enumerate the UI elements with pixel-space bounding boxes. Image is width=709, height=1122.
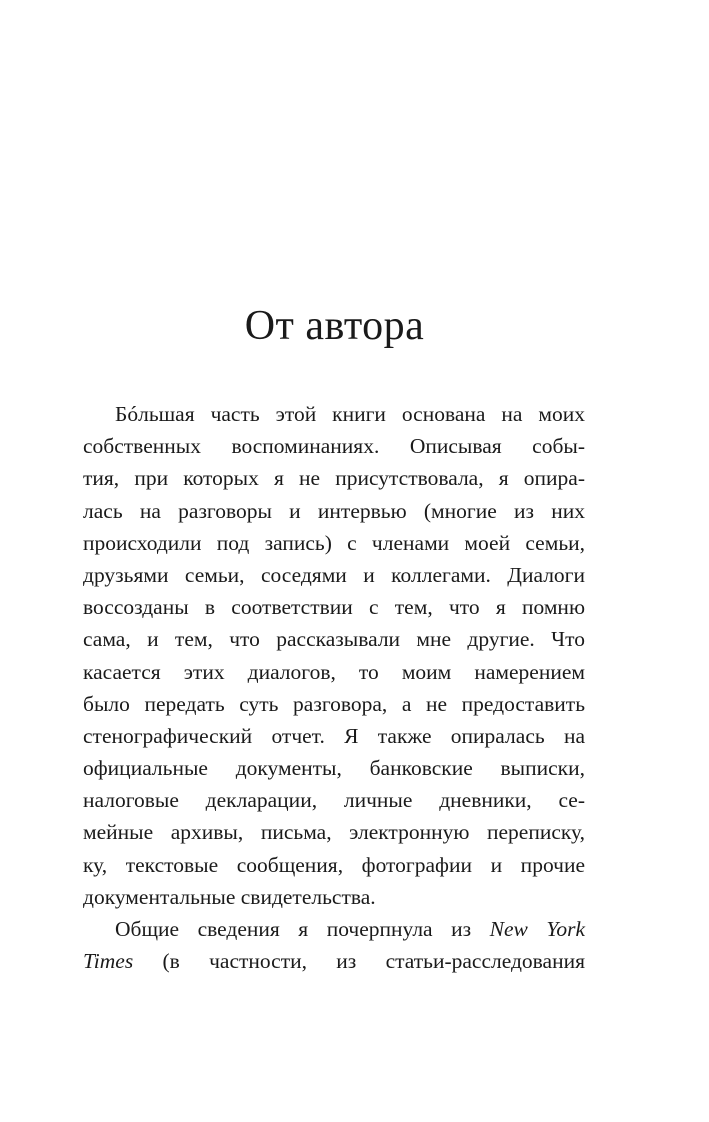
text-line: воссозданы в соответствии с тем, что я помню <box>83 595 585 620</box>
newspaper-title-part: New York <box>489 917 586 941</box>
text-line: друзьями семьи, соседями и коллегами. Диалоги <box>83 562 585 587</box>
text-line: лась на разговоры и интервью (многие из них <box>83 498 585 523</box>
paragraph-1 <box>83 398 585 913</box>
text-fragment: Общие сведения я почерпнула из <box>115 917 490 941</box>
text-line: документальные свидетельства. <box>83 884 376 909</box>
text-fragment: (в частности, из статьи-расследования <box>133 949 585 974</box>
paragraph-2 <box>83 913 585 977</box>
chapter-title: От автора <box>244 303 425 349</box>
text-line: тия, при которых я не присутствовала, я опира- <box>83 466 585 491</box>
text-line: мейные архивы, письма, электронную переписку, <box>83 820 585 845</box>
text-line <box>83 913 585 945</box>
text-line: собственных воспоминаниях. Описывая собы- <box>83 434 585 459</box>
text-line <box>83 945 585 977</box>
text-line: происходили под запись) с членами моей семьи, <box>83 530 585 555</box>
text-line: касается этих диалогов, то моим намерением <box>83 659 585 684</box>
body-text <box>83 398 585 977</box>
newspaper-title-part: Times <box>83 949 134 974</box>
text-line: стенографический отчет. Я также опиралась на <box>83 723 585 748</box>
text-line: ку, текстовые сообщения, фотографии и прочие <box>83 852 585 877</box>
text-line: Бóльшая часть этой книги основана на моих <box>115 402 585 426</box>
text-line: официальные документы, банковские выписки, <box>83 756 585 781</box>
text-line: сама, и тем, что рассказывали мне другие. Что <box>83 627 585 652</box>
text-line: было передать суть разговора, а не предоставить <box>83 691 585 716</box>
text-line: налоговые декларации, личные дневники, се- <box>83 788 585 813</box>
